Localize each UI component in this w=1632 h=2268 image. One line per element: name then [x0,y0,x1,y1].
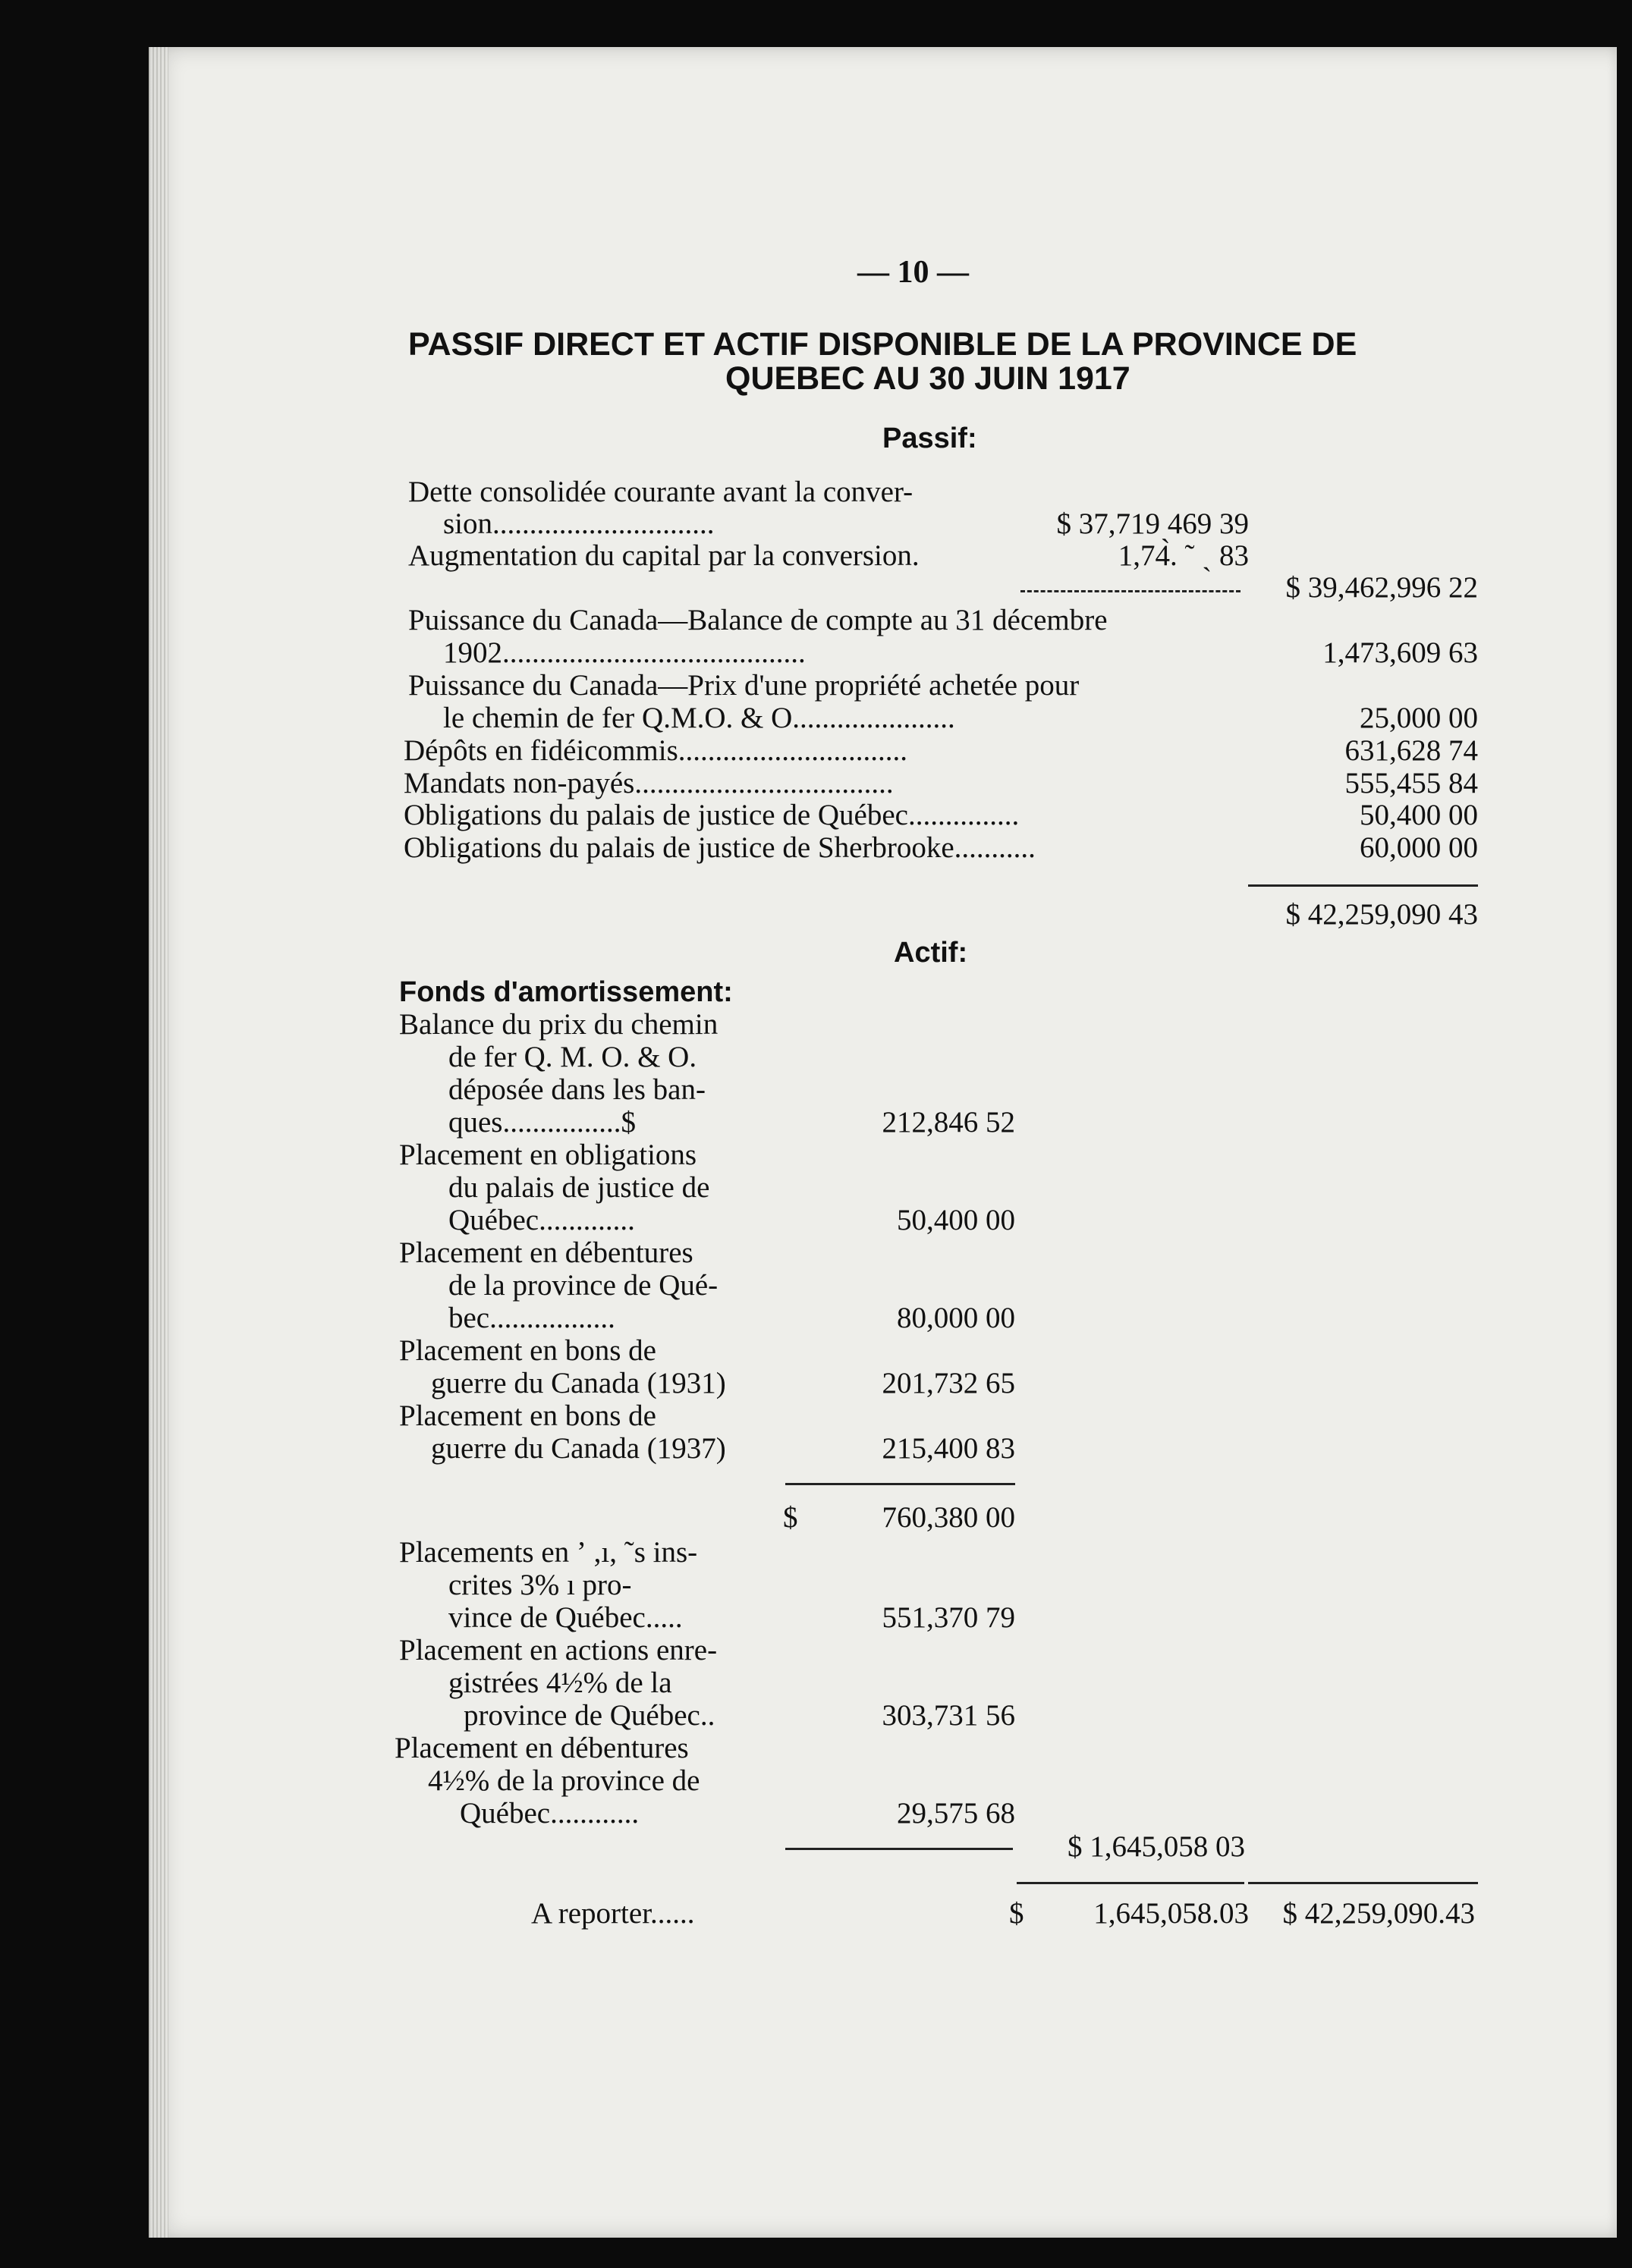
mandats-amount: 555,455 84 [1344,767,1478,799]
debentures2-label-l3: Québec............ [460,1797,640,1830]
page-number: — 10 — [857,255,969,290]
page-title: PASSIF DIRECT ET ACTIF DISPONIBLE DE LA PROVINCE DE [408,326,1357,363]
debentures2-amount: 29,575 68 [897,1797,1015,1830]
place-oblig-amount: 50,400 00 [897,1204,1015,1236]
depots-label: Dépôts en fidéicommis............................... [404,734,908,767]
place-deb-label: Placement en débentures [399,1236,693,1269]
actif-heading: Actif: [894,937,968,969]
reporter-amount-passif: $ 42,259,090.43 [1282,1897,1475,1930]
actions-label-l2: gistrées 4½% de la [448,1666,672,1699]
guerre1937-label: Placement en bons de [399,1399,656,1432]
page-title-line2: QUEBEC AU 30 JUIN 1917 [725,360,1130,397]
guerre1937-amount: 215,400 83 [882,1432,1015,1465]
guerre1931-amount: 201,732 65 [882,1367,1015,1399]
footer-rule-right [1248,1882,1478,1884]
actions-label-l3: province de Québec.. [464,1699,715,1732]
page-binding-edge [149,47,168,2238]
balance-label: Balance du prix du chemin [399,1008,719,1041]
balance-amount: 212,846 52 [882,1106,1015,1139]
debentures2-label-l2: 4½% de la province de [428,1764,700,1797]
inscrites-label: Placements en ʼ ,ı, ˜s ins- [399,1536,698,1569]
actions-label: Placement en actions enre- [399,1634,718,1666]
puissance2-label-cont: le chemin de fer Q.M.O. & O...................... [443,702,955,734]
inscrites-label-l2: crites 3% ı pro- [448,1569,632,1601]
passif-total: $ 42,259,090 43 [1285,898,1478,931]
passif-subtotal: $ 39,462,996 22 [1285,571,1478,604]
dette-label: Dette consolidée courante avant la conver- [408,476,913,508]
augmentation-amount: 1,74̀. ˜ ˎ 83 [1118,539,1249,572]
puissance1-label: Puissance du Canada—Balance de compte au 31 décembre [408,604,1108,636]
reporter-dollar: $ [1009,1897,1024,1930]
augmentation-label: Augmentation du capital par la conversion. [408,539,920,572]
actif-subtotal-rule [785,1483,1015,1485]
fonds-total: $ 1,645,058 03 [1068,1830,1245,1863]
debentures2-label: Placement en débentures [395,1732,689,1764]
puissance1-label-cont: 1902......................................... [443,636,806,669]
place-deb-amount: 80,000 00 [897,1302,1015,1334]
place-oblig-label-l3: Québec............. [448,1204,635,1236]
puissance2-label: Puissance du Canada—Prix d'une propriété achetée pour [408,669,1080,702]
oblig-quebec-amount: 50,400 00 [1360,799,1478,831]
inscrites-amount: 551,370 79 [882,1601,1015,1634]
mandats-label: Mandats non-payés................................... [404,767,894,799]
dette-amount: $ 37,719 469 39 [1056,507,1249,540]
place-oblig-label: Placement en obligations [399,1139,697,1171]
inscrites-label-l3: vince de Québec..... [448,1601,683,1634]
passif-total-rule [1248,884,1478,887]
guerre1937-label-l2: guerre du Canada (1937) [431,1432,726,1465]
oblig-quebec-label: Obligations du palais de justice de Québec............... [404,799,1020,831]
fonds-heading: Fonds d'amortissement: [399,976,733,1008]
balance-label-l4: ques................$ [448,1106,636,1139]
balance-label-l3: déposée dans les ban- [448,1073,706,1106]
subtotal-rule [1020,590,1241,592]
oblig-sherbrooke-amount: 60,000 00 [1360,831,1478,864]
passif-heading: Passif: [882,423,977,454]
guerre1931-label: Placement en bons de [399,1334,656,1367]
balance-label-l2: de fer Q. M. O. & O. [448,1041,697,1073]
actif-subtotal-dollar: $ [783,1501,798,1534]
actions-amount: 303,731 56 [882,1699,1015,1732]
actif-subtotal: 760,380 00 [882,1501,1015,1534]
oblig-sherbrooke-label: Obligations du palais de justice de Sherbrooke........... [404,831,1036,864]
footer-rule-left [1017,1882,1244,1884]
reporter-amount-actif: 1,645,058.03 [1093,1897,1249,1930]
puissance1-amount: 1,473,609 63 [1322,636,1478,669]
place-oblig-label-l2: du palais de justice de [448,1171,710,1204]
depots-amount: 631,628 74 [1344,734,1478,767]
reporter-label: A reporter...... [531,1897,695,1930]
guerre1931-label-l2: guerre du Canada (1931) [431,1367,726,1399]
place-deb-label-l2: de la province de Qué- [448,1269,719,1302]
fonds-total-rule [785,1848,1013,1850]
dette-label-cont: sion.............................. [443,507,715,540]
place-deb-label-l3: bec................. [448,1302,615,1334]
puissance2-amount: 25,000 00 [1360,702,1478,734]
